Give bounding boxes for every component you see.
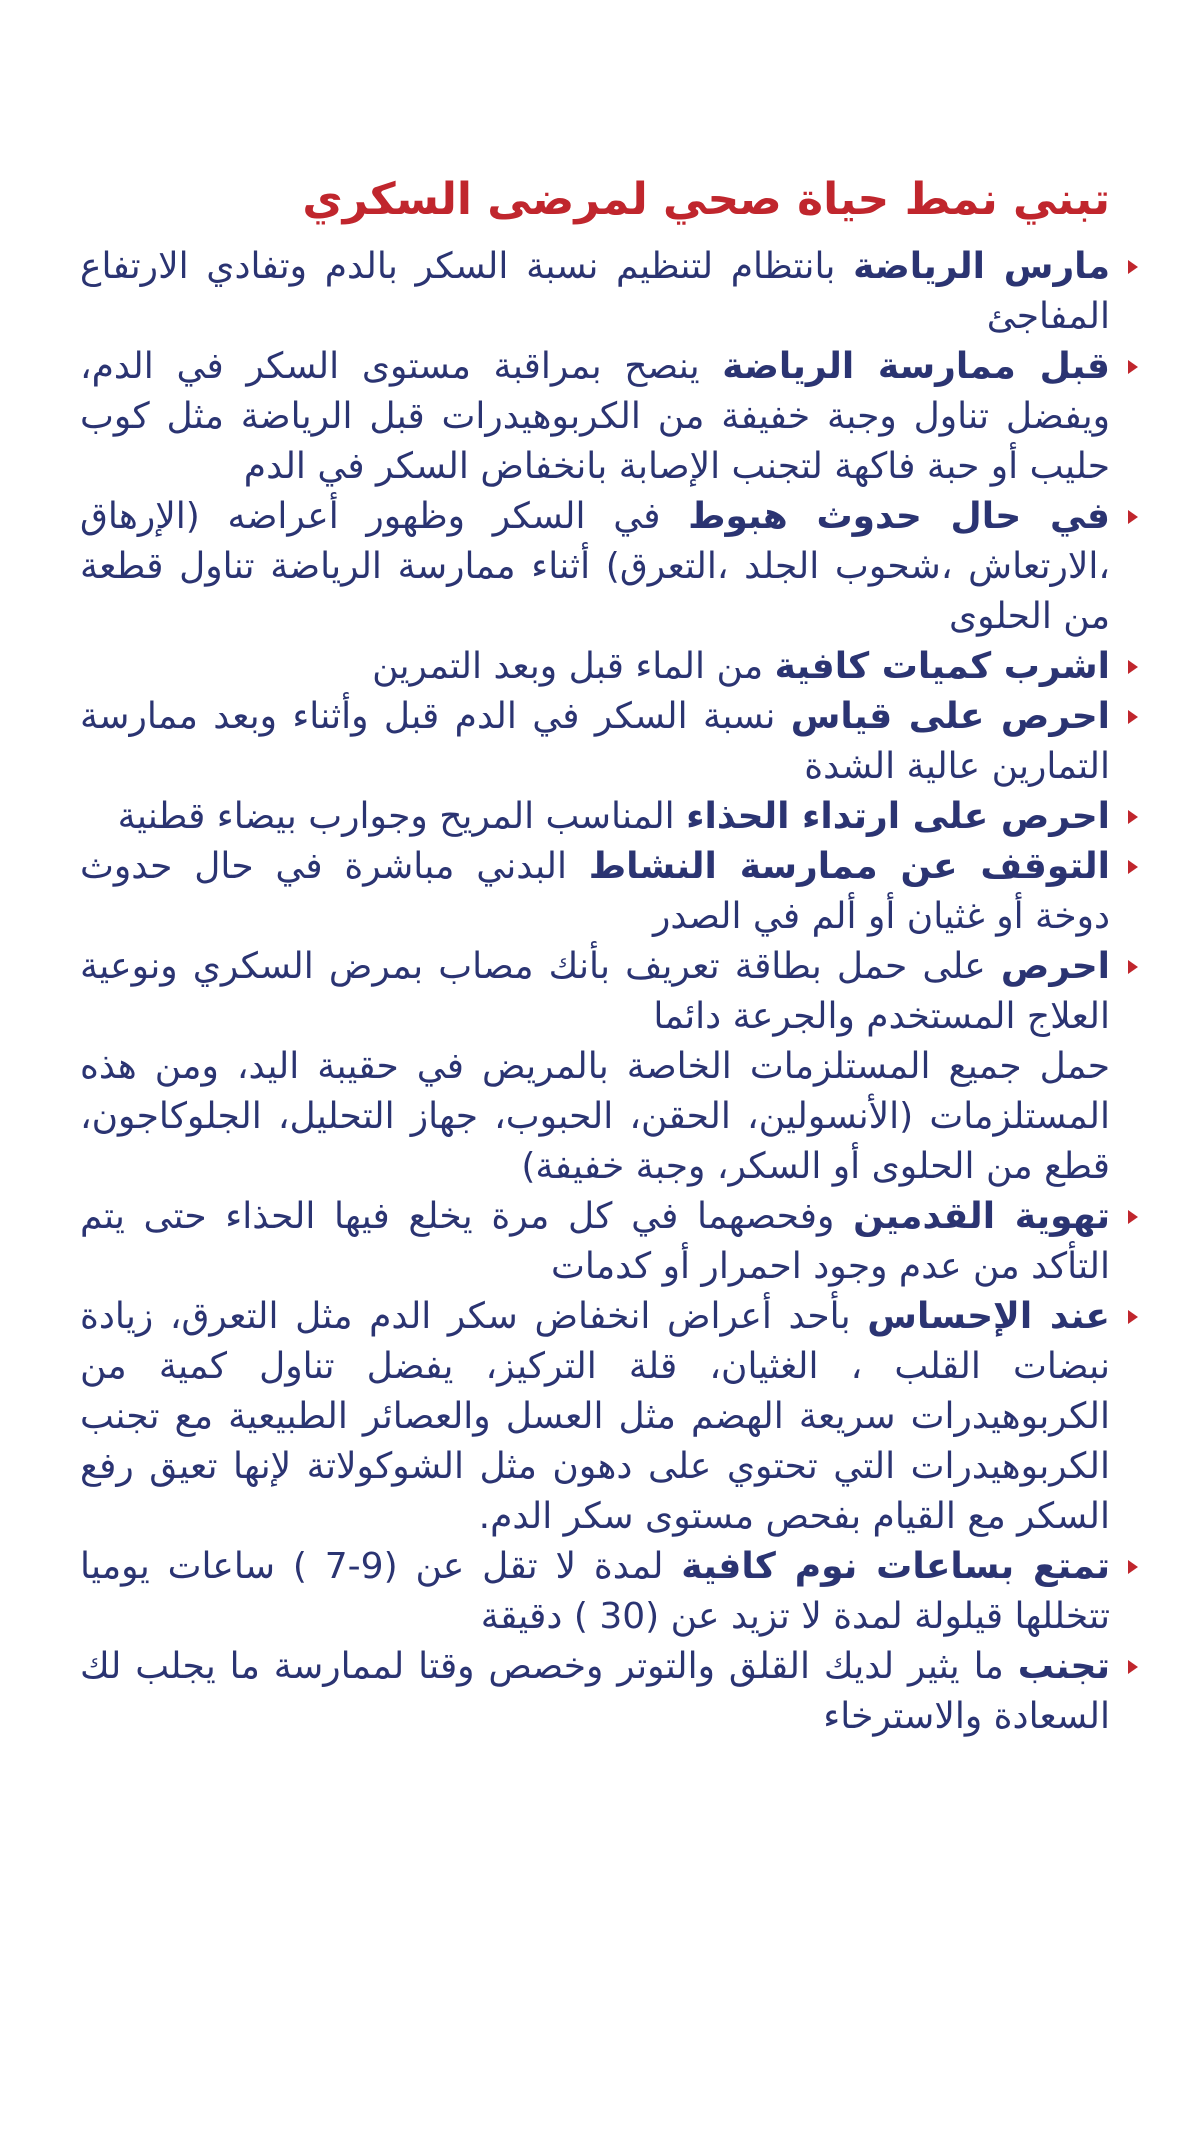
list-item — [80, 492, 1140, 642]
tip-text: على حمل بطاقة تعريف بأنك مصاب بمرض السكري ونوعية العلاج المستخدم والجرعة دائما — [80, 946, 1110, 1037]
tip-heading: عند الإحساس — [867, 1296, 1110, 1337]
tip-text: من الماء قبل وبعد التمرين — [372, 646, 775, 687]
tip-heading: في حال حدوث هبوط — [688, 496, 1110, 537]
bullet-triangle-icon — [1128, 1310, 1138, 1324]
tip-extra-text: حمل جميع المستلزمات الخاصة بالمريض في حقيبة اليد، ومن هذه المستلزمات (الأنسولين، الحقن، الحبوب، جهاز التحليل، الجلوكاجون، قطع من الحلوى أو السكر، وجبة خفيفة) — [80, 1046, 1110, 1187]
bullet-triangle-icon — [1128, 1660, 1138, 1674]
tip-text: البدني مباشرة في حال حدوث دوخة أو غثيان أو ألم في الصدر — [80, 846, 1110, 937]
list-item — [80, 1192, 1140, 1292]
tip-heading: اشرب كميات كافية — [774, 646, 1110, 687]
tip-text: ينصح بمراقبة مستوى السكر في الدم، ويفضل تناول وجبة خفيفة من الكربوهيدرات قبل الرياضة مثل كوب حليب أو حبة فاكهة لتجنب الإصابة بانخفاض السكر في الدم — [80, 346, 1110, 487]
tip-heading: احرص — [1000, 946, 1110, 987]
list-item — [80, 342, 1140, 492]
list-item — [80, 1542, 1140, 1642]
bullet-triangle-icon — [1128, 510, 1138, 524]
bullet-triangle-icon — [1128, 660, 1138, 674]
bullet-triangle-icon — [1128, 260, 1138, 274]
tip-heading: تجنب — [1017, 1646, 1110, 1687]
bullet-triangle-icon — [1128, 1210, 1138, 1224]
tip-heading: تمتع بساعات نوم كافية — [681, 1546, 1110, 1587]
list-item — [80, 792, 1140, 842]
bullet-triangle-icon — [1128, 710, 1138, 724]
tip-heading: التوقف عن ممارسة النشاط — [588, 846, 1110, 887]
tips-page — [80, 170, 1140, 1742]
list-item — [80, 842, 1140, 942]
bullet-triangle-icon — [1128, 1560, 1138, 1574]
list-item — [80, 242, 1140, 342]
list-item — [80, 1642, 1140, 1742]
tip-heading: مارس الرياضة — [853, 246, 1110, 287]
list-item — [80, 1292, 1140, 1542]
tip-text: لمدة لا تقل عن (9-7 ) ساعات يوميا تتخللها قيلولة لمدة لا تزيد عن (30 ) دقيقة — [80, 1546, 1110, 1637]
tip-text: بانتظام لتنظيم نسبة السكر بالدم وتفادي الارتفاع المفاجئ — [80, 246, 1110, 337]
tip-text: ما يثير لديك القلق والتوتر وخصص وقتا لممارسة ما يجلب لك السعادة والاسترخاء — [80, 1646, 1110, 1737]
bullet-triangle-icon — [1128, 360, 1138, 374]
page-title: تبني نمط حياة صحي لمرضى السكري — [302, 174, 1110, 225]
tip-heading: احرص على ارتداء الحذاء — [686, 796, 1110, 837]
bullet-triangle-icon — [1128, 860, 1138, 874]
bullet-triangle-icon — [1128, 810, 1138, 824]
tip-text: نسبة السكر في الدم قبل وأثناء وبعد ممارسة التمارين عالية الشدة — [80, 696, 1110, 787]
list-item — [80, 642, 1140, 692]
list-item — [80, 692, 1140, 792]
tip-heading: احرص على قياس — [790, 696, 1110, 737]
tip-text: بأحد أعراض انخفاض سكر الدم مثل التعرق، زيادة نبضات القلب ، الغثيان، قلة التركيز، يفضل تناول كمية من الكربوهيدرات سريعة الهضم مثل العسل والعصائر الطبيعية مع تجنب الكربوهيدرات التي تحتوي على دهون مثل الشوكولاتة لإنها تعيق رفع السكر مع القيام بفحص مستوى سكر الدم. — [80, 1296, 1110, 1537]
tip-text: في السكر وظهور أعراضه (الإرهاق ،الارتعاش ،شحوب الجلد ،التعرق) أثناء ممارسة الرياضة تناول قطعة من الحلوى — [80, 496, 1110, 637]
tip-heading: قبل ممارسة الرياضة — [722, 346, 1110, 387]
tip-text: المناسب المريح وجوارب بيضاء قطنية — [117, 796, 687, 837]
tips-list — [80, 242, 1140, 1742]
bullet-triangle-icon — [1128, 960, 1138, 974]
tip-text: وفحصهما في كل مرة يخلع فيها الحذاء حتى يتم التأكد من عدم وجود احمرار أو كدمات — [80, 1196, 1110, 1287]
tip-heading: تهوية القدمين — [853, 1196, 1111, 1237]
list-item — [80, 942, 1140, 1192]
